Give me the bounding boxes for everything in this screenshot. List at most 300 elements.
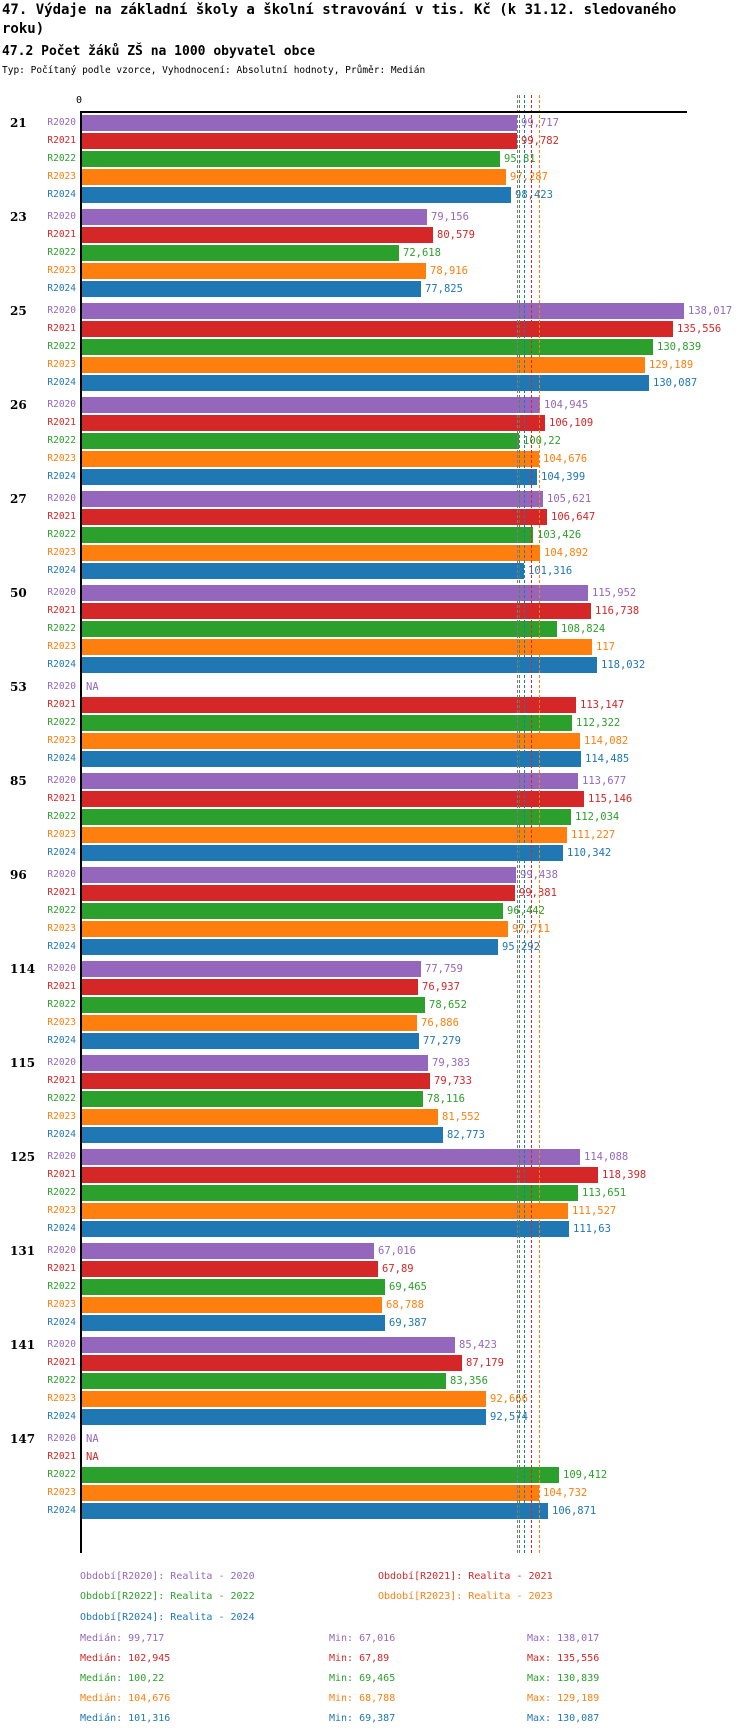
- category-label: [0, 1409, 45, 1425]
- bar-R2023-96: [82, 921, 508, 937]
- category-label: [0, 187, 45, 203]
- na-label: NA: [86, 681, 99, 693]
- bar-zone: [80, 1015, 750, 1031]
- bar-zone: [80, 397, 750, 413]
- bar-value-label: 112,322: [576, 717, 621, 729]
- bar-zone: [80, 1033, 750, 1049]
- bar-zone: [80, 375, 750, 391]
- bar-row: [0, 545, 750, 561]
- bar-row: [0, 1243, 750, 1259]
- bar-zone: [80, 169, 750, 185]
- category-label: [0, 545, 45, 561]
- bar-value-label: 113,147: [580, 699, 625, 711]
- bar-zone: [80, 1503, 750, 1519]
- series-row-label: R2022: [47, 1187, 76, 1198]
- y-axis-line: [80, 111, 82, 1553]
- category-label: [0, 1033, 45, 1049]
- series-row-label: R2024: [47, 847, 76, 858]
- bar-value-label: 96,442: [507, 905, 545, 917]
- category-label: [0, 1373, 45, 1389]
- bar-zone: [80, 527, 750, 543]
- bar-R2024-147: [82, 1503, 548, 1519]
- category-label: 141: [10, 1338, 36, 1352]
- series-row-label: R2023: [47, 641, 76, 652]
- category-label: 53: [10, 680, 27, 694]
- bar-row: [0, 1073, 750, 1089]
- series-row-label: R2022: [47, 247, 76, 258]
- bar-row: [0, 715, 750, 731]
- series-row-label: R2020: [47, 681, 76, 692]
- bar-row: [0, 209, 750, 225]
- bar-R2022-25: [82, 339, 653, 355]
- bar-R2024-114: [82, 1033, 419, 1049]
- bar-zone: [80, 187, 750, 203]
- series-row-label: R2020: [47, 399, 76, 410]
- bar-R2022-141: [82, 1373, 446, 1389]
- bar-zone: [80, 1149, 750, 1165]
- bar-value-label: 113,677: [582, 775, 627, 787]
- bar-R2021-141: [82, 1355, 462, 1371]
- bar-row: [0, 415, 750, 431]
- bar-zone: [80, 1315, 750, 1331]
- bar-zone: [80, 773, 750, 789]
- bar-zone: [80, 997, 750, 1013]
- stat-median-R2021: Medián: 102,945: [80, 1653, 171, 1664]
- bar-value-label: 67,89: [382, 1263, 414, 1275]
- bar-R2024-141: [82, 1409, 486, 1425]
- bar-R2024-50: [82, 657, 597, 673]
- series-row-label: R2024: [47, 1317, 76, 1328]
- bar-zone: [80, 1297, 750, 1313]
- category-group-85: [0, 773, 750, 861]
- bar-value-label: 106,871: [552, 1505, 597, 1517]
- series-row-label: R2023: [47, 265, 76, 276]
- series-row-label: R2021: [47, 605, 76, 616]
- category-label: 114: [10, 962, 36, 976]
- bar-R2023-131: [82, 1297, 382, 1313]
- category-label: [0, 1109, 45, 1125]
- chart-title-line2: roku): [2, 21, 45, 37]
- bar-row: [0, 939, 750, 955]
- series-row-label: R2022: [47, 999, 76, 1010]
- bar-value-label: 81,552: [442, 1111, 480, 1123]
- bar-row: [0, 1467, 750, 1483]
- legend-item: Období[R2023]: Realita - 2023: [378, 1591, 553, 1602]
- bar-row: [0, 303, 750, 319]
- series-row-label: R2023: [47, 453, 76, 464]
- bar-value-label: 114,088: [584, 1151, 629, 1163]
- bar-row: [0, 339, 750, 355]
- bar-row: [0, 845, 750, 861]
- bar-zone: [80, 1391, 750, 1407]
- bar-zone: [80, 715, 750, 731]
- stat-max-R2021: Max: 135,556: [527, 1653, 600, 1664]
- category-label: [0, 657, 45, 673]
- bar-R2022-27: [82, 527, 533, 543]
- stat-median-R2024: Medián: 101,316: [80, 1713, 171, 1724]
- series-row-label: R2022: [47, 529, 76, 540]
- series-row-label: R2023: [47, 1017, 76, 1028]
- bar-row: [0, 1091, 750, 1107]
- bar-value-label: 111,227: [571, 829, 616, 841]
- bar-value-label: 100,22: [523, 435, 561, 447]
- bar-R2023-25: [82, 357, 645, 373]
- bar-zone: [80, 639, 750, 655]
- bar-zone: [80, 733, 750, 749]
- bar-zone: [80, 1203, 750, 1219]
- bar-R2021-125: [82, 1167, 598, 1183]
- category-group-27: [0, 491, 750, 579]
- series-row-label: R2020: [47, 963, 76, 974]
- bar-zone: [80, 751, 750, 767]
- bar-value-label: 114,082: [584, 735, 629, 747]
- bar-zone: [80, 827, 750, 843]
- bar-row: [0, 563, 750, 579]
- series-row-label: R2022: [47, 811, 76, 822]
- bar-R2021-85: [82, 791, 584, 807]
- category-label: [0, 639, 45, 655]
- legend-item: Období[R2021]: Realita - 2021: [378, 1571, 553, 1582]
- category-label: [0, 375, 45, 391]
- bar-zone: [80, 1337, 750, 1353]
- bar-zone: [80, 885, 750, 901]
- category-label: [0, 1467, 45, 1483]
- series-row-label: R2021: [47, 1357, 76, 1368]
- category-label: [0, 751, 45, 767]
- bar-value-label: 77,279: [423, 1035, 461, 1047]
- bar-zone: [80, 115, 750, 131]
- category-group-115: [0, 1055, 750, 1143]
- category-group-96: [0, 867, 750, 955]
- series-row-label: R2021: [47, 1075, 76, 1086]
- bar-row: [0, 1337, 750, 1353]
- category-group-131: [0, 1243, 750, 1331]
- x-axis-line: [80, 111, 687, 113]
- bar-R2024-115: [82, 1127, 443, 1143]
- series-row-label: R2020: [47, 1057, 76, 1068]
- series-row-label: R2020: [47, 211, 76, 222]
- bar-zone: [80, 791, 750, 807]
- category-label: [0, 133, 45, 149]
- bar-row: [0, 263, 750, 279]
- category-label: [0, 281, 45, 297]
- series-row-label: R2020: [47, 1151, 76, 1162]
- bar-zone: [80, 339, 750, 355]
- bar-row: [0, 1485, 750, 1501]
- bar-value-label: 104,892: [544, 547, 589, 559]
- bar-R2022-26: [82, 433, 519, 449]
- bar-row: [0, 357, 750, 373]
- bar-R2020-26: [82, 397, 540, 413]
- category-label: 25: [10, 304, 27, 318]
- series-row-label: R2021: [47, 1169, 76, 1180]
- category-label: [0, 263, 45, 279]
- series-row-label: R2022: [47, 1375, 76, 1386]
- bar-value-label: 77,825: [425, 283, 463, 295]
- bar-value-label: 79,383: [432, 1057, 470, 1069]
- bar-zone: [80, 1409, 750, 1425]
- bar-zone: [80, 1279, 750, 1295]
- category-label: [0, 845, 45, 861]
- category-label: [0, 809, 45, 825]
- series-row-label: R2023: [47, 1111, 76, 1122]
- bar-R2020-50: [82, 585, 588, 601]
- bar-R2020-125: [82, 1149, 580, 1165]
- bar-value-label: 115,952: [592, 587, 637, 599]
- bar-row: [0, 1203, 750, 1219]
- bar-row: [0, 639, 750, 655]
- bar-row: [0, 979, 750, 995]
- bar-R2022-131: [82, 1279, 385, 1295]
- bar-row: [0, 751, 750, 767]
- bar-value-label: 105,621: [547, 493, 592, 505]
- series-row-label: R2024: [47, 1505, 76, 1516]
- bar-value-label: 104,399: [541, 471, 586, 483]
- bar-value-label: 95,81: [504, 153, 536, 165]
- bar-R2021-26: [82, 415, 545, 431]
- bar-value-label: 78,652: [429, 999, 467, 1011]
- category-label: [0, 827, 45, 843]
- chart-title-line1: 47. Výdaje na základní školy a školní stravování v tis. Kč (k 31.12. sledovaného: [2, 2, 677, 18]
- series-row-label: R2024: [47, 283, 76, 294]
- bar-R2024-27: [82, 563, 524, 579]
- bar-R2020-131: [82, 1243, 374, 1259]
- bar-R2020-23: [82, 209, 427, 225]
- bar-value-label: 97,287: [510, 171, 548, 183]
- bar-value-label: 99,438: [520, 869, 558, 881]
- series-row-label: R2023: [47, 735, 76, 746]
- bar-zone: [80, 509, 750, 525]
- category-label: [0, 1261, 45, 1277]
- bar-R2021-23: [82, 227, 433, 243]
- category-label: [0, 697, 45, 713]
- bar-row: [0, 281, 750, 297]
- category-label: [0, 151, 45, 167]
- bar-value-label: 99,782: [521, 135, 559, 147]
- category-label: 125: [10, 1150, 36, 1164]
- bar-row: [0, 469, 750, 485]
- bar-zone: [80, 1485, 750, 1501]
- series-row-label: R2024: [47, 753, 76, 764]
- bar-value-label: 82,773: [447, 1129, 485, 1141]
- category-group-141: [0, 1337, 750, 1425]
- series-row-label: R2020: [47, 1245, 76, 1256]
- bar-row: [0, 809, 750, 825]
- bar-value-label: 103,426: [537, 529, 582, 541]
- bar-row: [0, 1373, 750, 1389]
- bar-R2023-114: [82, 1015, 417, 1031]
- bar-row: [0, 433, 750, 449]
- category-label: [0, 245, 45, 261]
- bar-R2023-141: [82, 1391, 486, 1407]
- bar-row: [0, 1033, 750, 1049]
- category-label: [0, 1167, 45, 1183]
- bar-R2022-50: [82, 621, 557, 637]
- bar-R2021-21: [82, 133, 517, 149]
- category-label: [0, 1503, 45, 1519]
- category-group-21: [0, 115, 750, 203]
- bar-R2022-53: [82, 715, 572, 731]
- bar-row: [0, 1431, 750, 1447]
- series-row-label: R2023: [47, 547, 76, 558]
- category-label: [0, 227, 45, 243]
- category-label: 85: [10, 774, 27, 788]
- category-label: [0, 527, 45, 543]
- bar-row: [0, 1503, 750, 1519]
- bar-value-label: 108,824: [561, 623, 606, 635]
- series-row-label: R2022: [47, 1469, 76, 1480]
- bar-value-label: 135,556: [677, 323, 722, 335]
- bar-value-label: 76,886: [421, 1017, 459, 1029]
- bar-zone: [80, 1355, 750, 1371]
- bar-zone: [80, 1127, 750, 1143]
- bar-value-label: 106,647: [551, 511, 596, 523]
- series-row-label: R2024: [47, 1035, 76, 1046]
- series-row-label: R2021: [47, 1263, 76, 1274]
- bar-zone: [80, 1449, 750, 1465]
- category-label: [0, 1315, 45, 1331]
- bar-value-label: 97,711: [512, 923, 550, 935]
- bar-zone: [80, 1373, 750, 1389]
- bar-row: [0, 1167, 750, 1183]
- bar-R2023-115: [82, 1109, 438, 1125]
- series-row-label: R2023: [47, 1487, 76, 1498]
- bar-row: [0, 733, 750, 749]
- bar-R2021-96: [82, 885, 515, 901]
- series-row-label: R2022: [47, 341, 76, 352]
- bar-groups: [0, 115, 750, 1525]
- bar-value-label: 104,676: [543, 453, 588, 465]
- bar-value-label: 92,574: [490, 1411, 528, 1423]
- bar-zone: [80, 563, 750, 579]
- category-label: 23: [10, 210, 27, 224]
- bar-value-label: 101,316: [528, 565, 573, 577]
- category-label: 131: [10, 1244, 36, 1258]
- bar-row: [0, 697, 750, 713]
- bar-zone: [80, 357, 750, 373]
- bar-R2022-147: [82, 1467, 559, 1483]
- bar-value-label: 109,412: [563, 1469, 608, 1481]
- category-label: [0, 939, 45, 955]
- bar-zone: [80, 809, 750, 825]
- bar-zone: [80, 303, 750, 319]
- bar-zone: [80, 151, 750, 167]
- series-row-label: R2024: [47, 189, 76, 200]
- bar-row: [0, 187, 750, 203]
- bar-value-label: 69,465: [389, 1281, 427, 1293]
- bar-row: [0, 867, 750, 883]
- category-label: [0, 451, 45, 467]
- series-row-label: R2020: [47, 117, 76, 128]
- bar-R2021-27: [82, 509, 547, 525]
- bar-zone: [80, 469, 750, 485]
- bar-zone: [80, 845, 750, 861]
- series-row-label: R2022: [47, 153, 76, 164]
- bar-row: [0, 1221, 750, 1237]
- bar-value-label: 116,738: [595, 605, 640, 617]
- bar-row: [0, 621, 750, 637]
- bar-value-label: 78,916: [430, 265, 468, 277]
- bar-value-label: 104,945: [544, 399, 589, 411]
- category-label: [0, 1391, 45, 1407]
- bar-value-label: 110,342: [567, 847, 612, 859]
- series-row-label: R2023: [47, 359, 76, 370]
- bar-zone: [80, 1261, 750, 1277]
- bar-zone: [80, 603, 750, 619]
- bar-R2023-23: [82, 263, 426, 279]
- category-label: [0, 415, 45, 431]
- bar-zone: [80, 903, 750, 919]
- bar-value-label: 104,732: [543, 1487, 588, 1499]
- series-row-label: R2021: [47, 981, 76, 992]
- bar-R2022-21: [82, 151, 500, 167]
- category-label: [0, 733, 45, 749]
- bar-zone: [80, 679, 750, 695]
- series-row-label: R2021: [47, 511, 76, 522]
- category-label: [0, 433, 45, 449]
- bar-zone: [80, 697, 750, 713]
- stat-median-R2023: Medián: 104,676: [80, 1693, 171, 1704]
- bar-R2020-27: [82, 491, 543, 507]
- series-row-label: R2024: [47, 471, 76, 482]
- series-row-label: R2023: [47, 1299, 76, 1310]
- bar-zone: [80, 939, 750, 955]
- category-label: [0, 997, 45, 1013]
- series-row-label: R2021: [47, 135, 76, 146]
- bar-row: [0, 773, 750, 789]
- bar-R2024-25: [82, 375, 649, 391]
- stat-max-R2022: Max: 130,839: [527, 1673, 600, 1684]
- category-label: [0, 169, 45, 185]
- series-row-label: R2023: [47, 923, 76, 934]
- category-label: [0, 1091, 45, 1107]
- series-row-label: R2020: [47, 1433, 76, 1444]
- bar-value-label: 138,017: [688, 305, 733, 317]
- bar-R2020-21: [82, 115, 517, 131]
- bar-row: [0, 1261, 750, 1277]
- chart-subtitle: 47.2 Počet žáků ZŠ na 1000 obyvatel obce: [2, 44, 316, 59]
- bar-row: [0, 1297, 750, 1313]
- bar-value-label: 72,618: [403, 247, 441, 259]
- category-label: 147: [10, 1432, 36, 1446]
- na-label: NA: [86, 1451, 99, 1463]
- bar-R2023-26: [82, 451, 539, 467]
- bar-value-label: 118,398: [602, 1169, 647, 1181]
- bar-R2021-50: [82, 603, 591, 619]
- bar-value-label: 68,788: [386, 1299, 424, 1311]
- category-group-23: [0, 209, 750, 297]
- bar-zone: [80, 1243, 750, 1259]
- category-label: 96: [10, 868, 27, 882]
- bar-row: [0, 827, 750, 843]
- bar-row: [0, 245, 750, 261]
- bar-zone: [80, 1073, 750, 1089]
- bar-value-label: 111,63: [573, 1223, 611, 1235]
- stat-max-R2020: Max: 138,017: [527, 1633, 600, 1644]
- bar-value-label: 113,651: [582, 1187, 627, 1199]
- category-label: [0, 469, 45, 485]
- series-row-label: R2021: [47, 417, 76, 428]
- bar-row: [0, 1315, 750, 1331]
- bar-R2021-114: [82, 979, 418, 995]
- bar-R2020-85: [82, 773, 578, 789]
- bar-R2020-25: [82, 303, 684, 319]
- bar-row: [0, 397, 750, 413]
- bar-row: [0, 1055, 750, 1071]
- bar-R2023-50: [82, 639, 592, 655]
- bar-zone: [80, 621, 750, 637]
- bar-row: [0, 1449, 750, 1465]
